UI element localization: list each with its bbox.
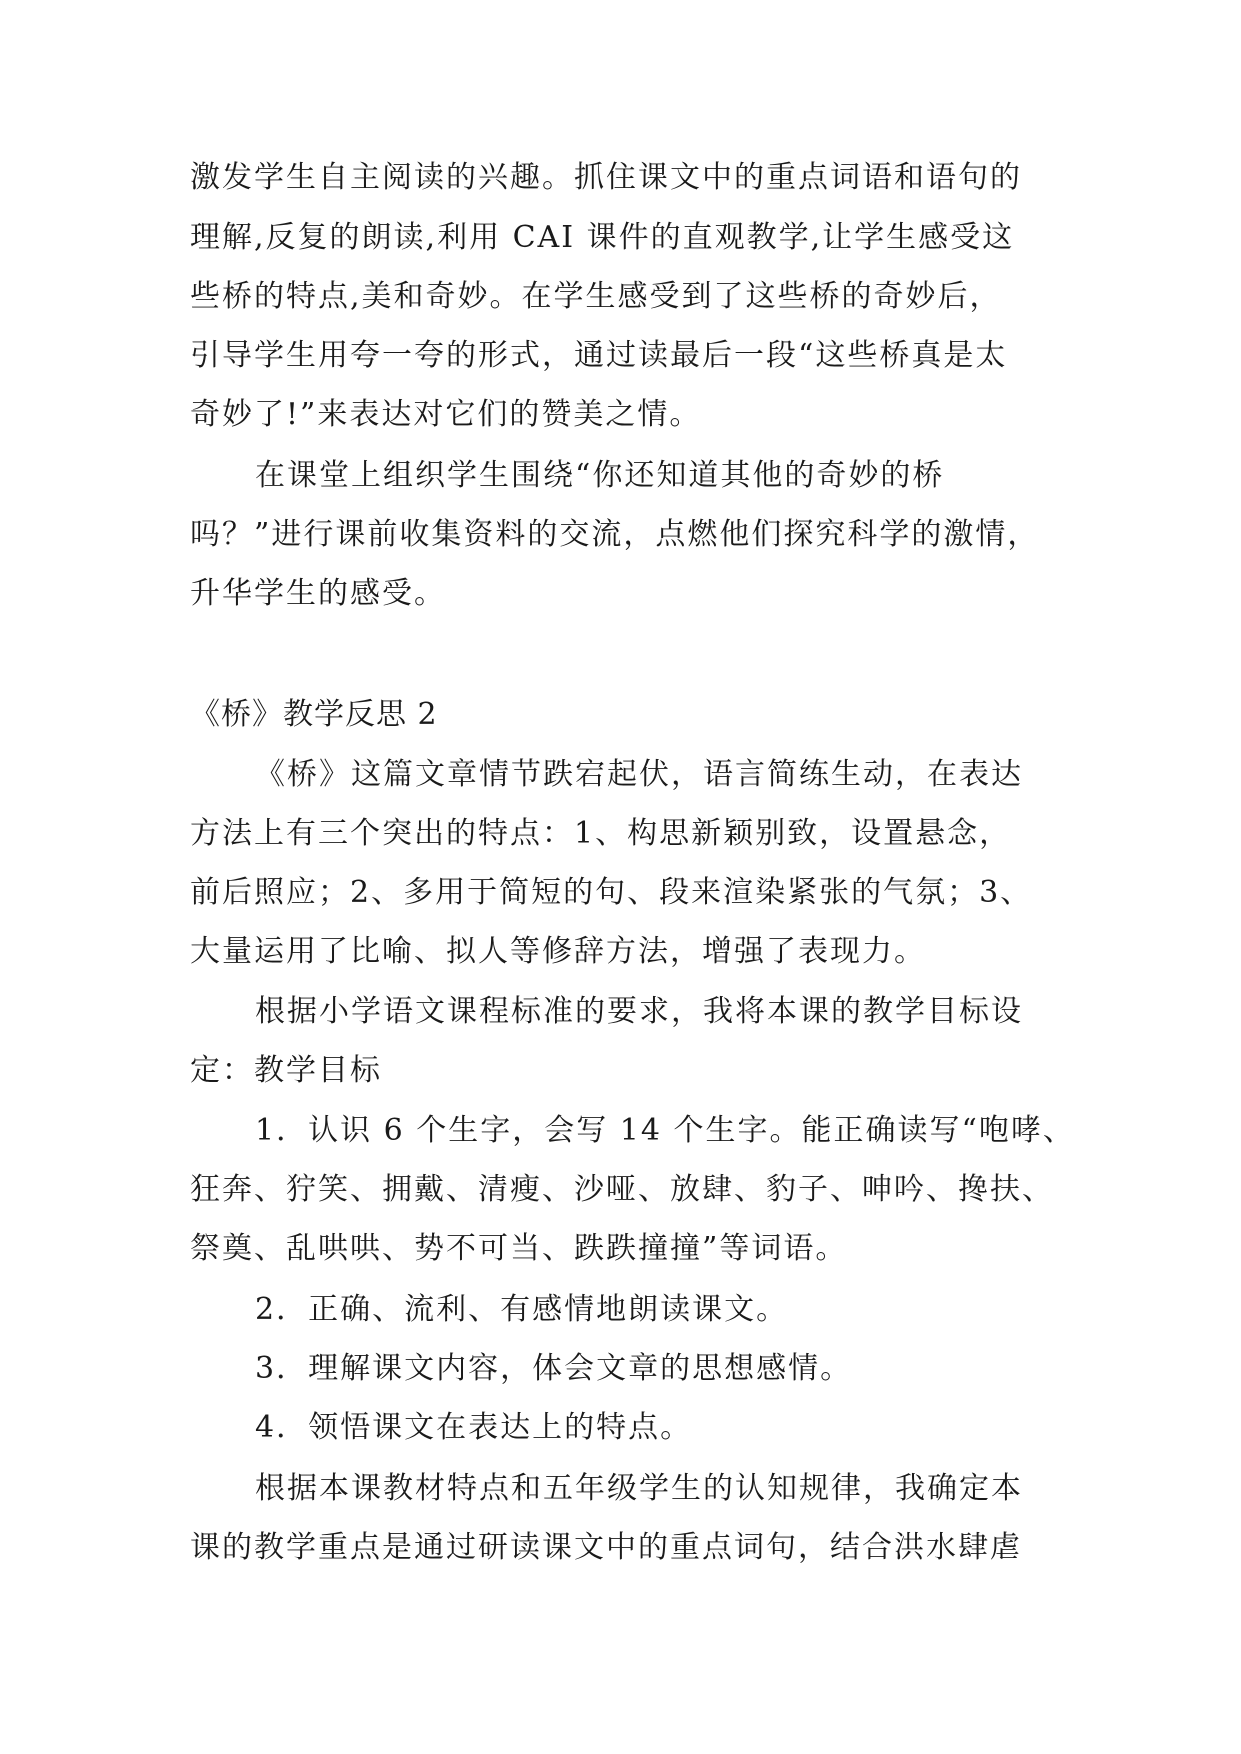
paragraph-line: 方法上有三个突出的特点：1、构思新颖别致，设置悬念， <box>190 816 1012 851</box>
paragraph-line: 激发学生自主阅读的兴趣。抓住课文中的重点词语和语句的 <box>190 160 1022 195</box>
list-item: 1．认识 6 个生字，会写 14 个生字。能正确读写“咆哮、 <box>255 1113 1075 1148</box>
paragraph-line: 理解,反复的朗读,利用 CAI 课件的直观教学,让学生感受这 <box>190 220 1015 255</box>
paragraph-line: 在课堂上组织学生围绕“你还知道其他的奇妙的桥 <box>255 458 945 493</box>
paragraph-line: 升华学生的感受。 <box>190 576 446 611</box>
paragraph-line: 些桥的特点,美和奇妙。在学生感受到了这些桥的奇妙后， <box>190 279 1002 314</box>
paragraph-line: 祭奠、乱哄哄、势不可当、跌跌撞撞”等词语。 <box>190 1231 848 1266</box>
paragraph-line: 根据本课教材特点和五年级学生的认知规律，我确定本 <box>255 1471 1023 1506</box>
paragraph-line: 定：教学目标 <box>190 1053 382 1088</box>
paragraph-line: 根据小学语文课程标准的要求，我将本课的教学目标设 <box>255 994 1023 1029</box>
list-item: 4．领悟课文在表达上的特点。 <box>255 1410 693 1445</box>
paragraph-line: 狂奔、狞笑、拥戴、清瘦、沙哑、放肆、豹子、呻吟、搀扶、 <box>190 1172 1054 1207</box>
paragraph-line: 奇妙了!”来表达对它们的赞美之情。 <box>190 397 702 432</box>
list-item: 2．正确、流利、有感情地朗读课文。 <box>255 1292 789 1327</box>
paragraph-line: 《桥》这篇文章情节跌宕起伏，语言简练生动，在表达 <box>255 757 1023 792</box>
paragraph-line: 吗？”进行课前收集资料的交流，点燃他们探究科学的激情， <box>190 517 1040 552</box>
paragraph-line: 课的教学重点是通过研读课文中的重点词句，结合洪水肆虐 <box>190 1530 1022 1565</box>
paragraph-line: 大量运用了比喻、拟人等修辞方法，增强了表现力。 <box>190 934 926 969</box>
section-heading: 《桥》教学反思 2 <box>190 697 438 732</box>
paragraph-line: 前后照应；2、多用于简短的句、段来渲染紧张的气氛；3、 <box>190 875 1033 910</box>
list-item: 3．理解课文内容，体会文章的思想感情。 <box>255 1351 853 1386</box>
paragraph-line: 引导学生用夸一夸的形式，通过读最后一段“这些桥真是太 <box>190 338 1008 373</box>
